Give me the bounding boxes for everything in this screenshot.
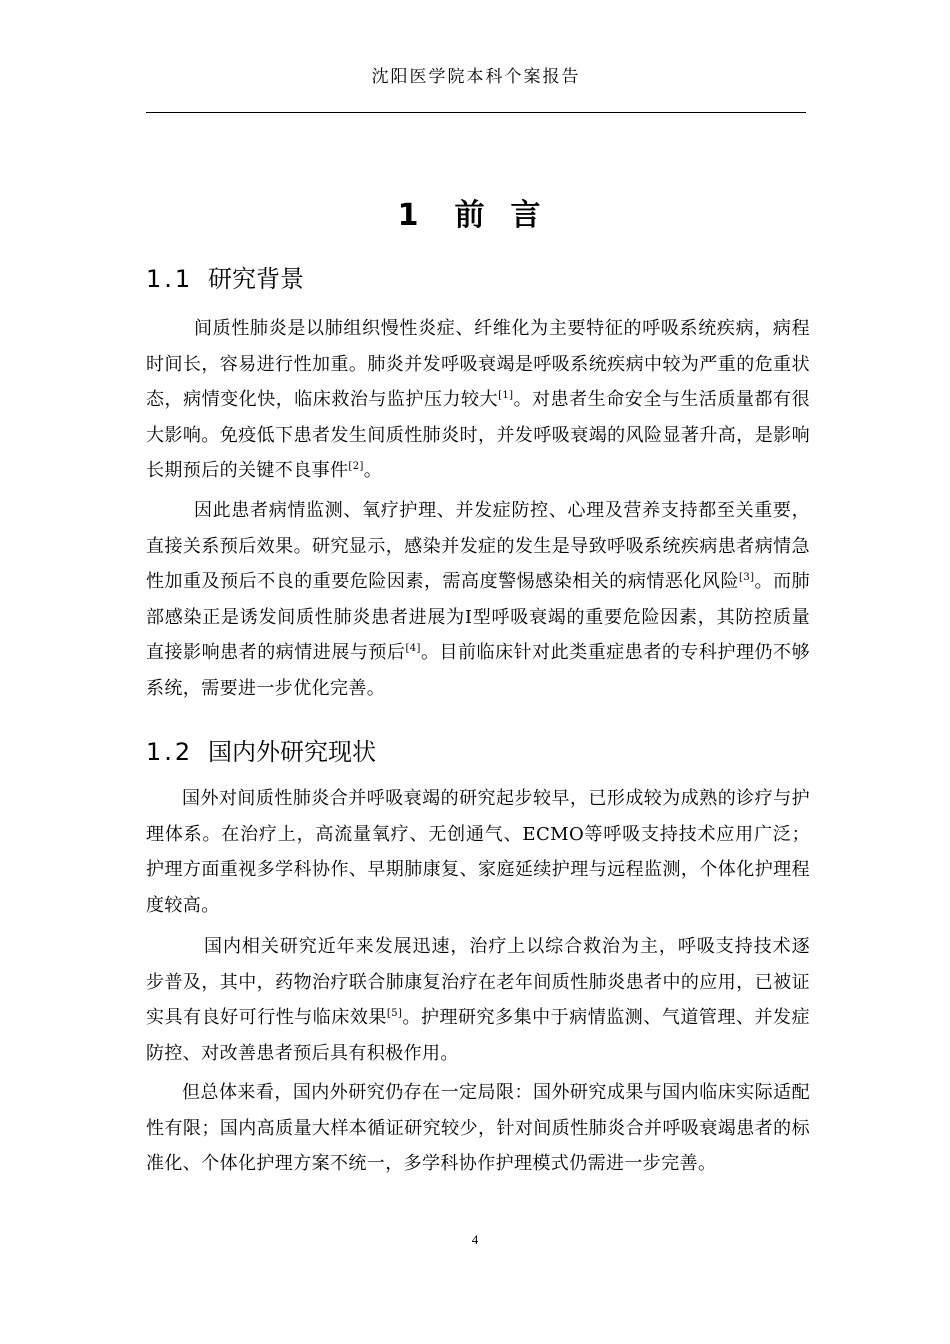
section-title: 研究背景: [208, 265, 304, 293]
chapter-title-char-1: 前: [454, 198, 487, 233]
paragraph-text: 国内相关研究近年来发展迅速，治疗上以综合救治为主，呼吸支持技术逐步普及，其中，药物治疗联合肺康复治疗在老年间质性肺炎患者中的应用，已被证实具有良好可行性与临床效果: [146, 936, 810, 1028]
section-number: 1.1: [146, 265, 194, 293]
citation-ref[interactable]: [3]: [739, 572, 755, 583]
citation-ref[interactable]: [4]: [405, 643, 421, 654]
paragraph-1-2-c: 但总体来看，国内外研究仍存在一定局限：国外研究成果与国内临床实际适配性有限；国内高质量大样本循证研究较少，针对间质性肺炎合并呼吸衰竭患者的标准化、个体化护理方案不统一，多学科协作护理模式仍需进一步完善。: [146, 1082, 810, 1174]
paragraph-1-1-a: [146, 311, 810, 489]
page-header: 沈阳医学院本科个案报告: [371, 67, 581, 87]
section-heading-1-1: [146, 259, 304, 294]
chapter-title: [146, 190, 806, 234]
chapter-number: 1: [397, 198, 421, 233]
paragraph-text: 。对患者生命安全与生活质量都有很大影响。免疫低下患者发生间质性肺炎时，并发呼吸衰竭的风险显著升高，是影响长期预后的关键不良事件: [146, 389, 810, 481]
section-title: 国内外研究现状: [208, 738, 376, 766]
paragraph-text: 因此患者病情监测、氧疗护理、并发症防控、心理及营养支持都至关重要，直接关系预后效果。研究显示，感染并发症的发生是导致呼吸系统疾病患者病情急性加重及预后不良的重要危险因素，需高度警惕感染相关的病情恶化风险: [146, 500, 810, 592]
citation-ref[interactable]: [1]: [498, 390, 514, 401]
paragraph-1-1-b: [146, 493, 810, 706]
header-rule: [146, 112, 806, 113]
chapter-title-char-2: 言: [510, 198, 543, 233]
paragraph-text: 间质性肺炎是以肺组织慢性炎症、纤维化为主要特征的呼吸系统疾病，病程时间长，容易进行性加重。肺炎并发呼吸衰竭是呼吸系统疾病中较为严重的危重状态，病情变化快，临床救治与监护压力较大: [146, 318, 810, 410]
paragraph-1-2-a: 国外对间质性肺炎合并呼吸衰竭的研究起步较早，已形成较为成熟的诊疗与护理体系。在治疗上，高流量氧疗、无创通气、ECMO等呼吸支持技术应用广泛；护理方面重视多学科协作、早期肺康复、家庭延续护理与远程监测，个体化护理程度较高。: [146, 788, 810, 916]
paragraph-text: 。目前临床针对此类重症患者的专科护理仍不够系统，需要进一步优化完善。: [146, 642, 810, 699]
paragraph-1-2-b: [146, 929, 810, 1071]
paragraph-text: 。护理研究多集中于病情监测、气道管理、并发症防控、对改善患者预后具有积极作用。: [146, 1007, 810, 1064]
paragraph-text: 。: [363, 460, 383, 481]
page-number: 4: [471, 1232, 479, 1247]
section-heading-1-2: [146, 732, 376, 767]
section-number: 1.2: [146, 738, 194, 766]
citation-ref[interactable]: [2]: [348, 461, 364, 472]
citation-ref[interactable]: [5]: [386, 1008, 403, 1019]
paragraph-text: 。而肺部感染正是诱发间质性肺炎患者进展为Ⅰ型呼吸衰竭的重要危险因素，其防控质量直接影响患者的病情进展与预后: [146, 571, 811, 663]
